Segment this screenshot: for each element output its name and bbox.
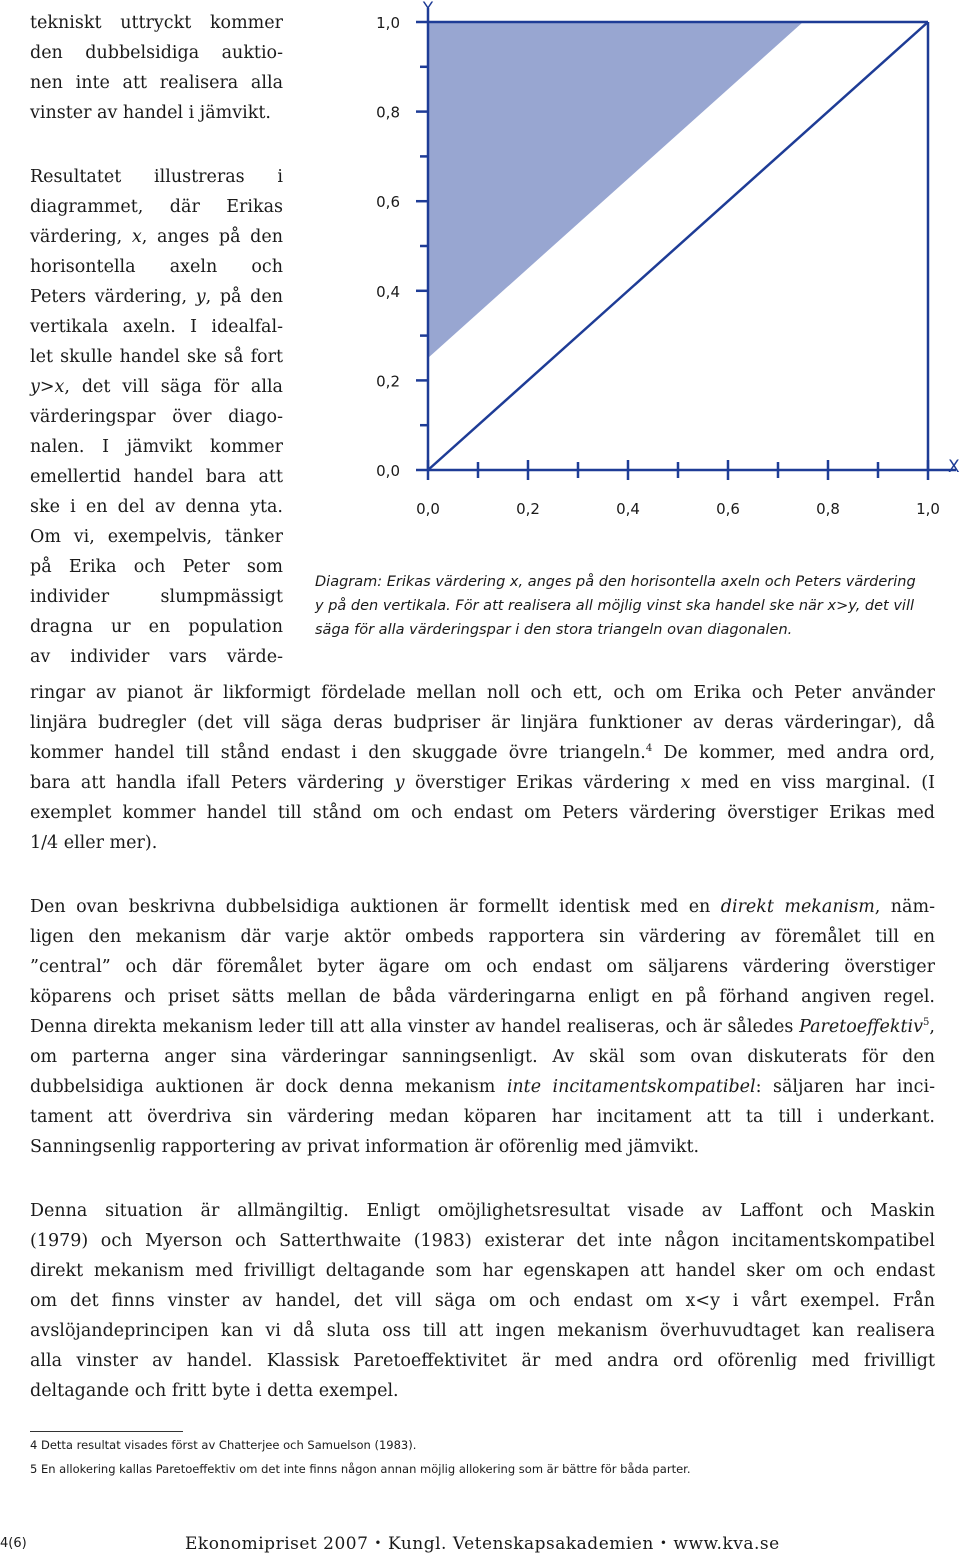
x-tick-label: 0,6 — [716, 500, 740, 518]
text-line: vertikala axeln. I idealfal- — [30, 317, 283, 337]
text-line: diagrammet, där Erikas — [30, 197, 283, 217]
footnote-divider — [30, 1431, 183, 1432]
shaded-trade-region — [428, 22, 803, 358]
text-line: om parterna anger sina värderingar sanningsenligt. Av skäl som ovan diskuterats för den — [30, 1047, 935, 1067]
text-line: Denna direkta mekanism leder till att alla vinster av handel realiseras, och är således Paretoeffektiv$^5$, — [30, 1017, 935, 1037]
footer-academy: Kungl. Vetenskapsakademien — [388, 1534, 654, 1554]
text-line: individer slumpmässigt — [30, 587, 283, 607]
text-line: kommer handel till stånd endast i den skuggade övre triangeln.$^4$ De kommer, med andra ord, — [30, 743, 936, 763]
paragraph-continuation — [30, 678, 935, 858]
text-line: avslöjandeprincipen kan vi då sluta oss till att ingen mekanism överhuvudtaget kan realisera — [30, 1321, 935, 1341]
x-axis-label: X — [948, 457, 960, 477]
text-line: direkt mekanism med frivilligt deltagande som har egenskapen att handel sker om och endast — [30, 1261, 935, 1281]
text-line: Resultatet illustreras i — [30, 167, 283, 187]
text-line: på Erika och Peter som — [30, 557, 283, 577]
text-line: värderingspar över diago- — [30, 407, 283, 427]
text-line: ske i en del av denna yta. — [30, 497, 283, 517]
text-line: tekniskt uttryckt kommer — [30, 13, 283, 33]
y-tick-label: 0,4 — [376, 282, 400, 301]
text-line: Sanningsenlig rapportering av privat information är oförenlig med jämvikt. — [30, 1137, 700, 1157]
footnote-ref-4[interactable]: 4 — [645, 743, 653, 755]
caption-line: säga för alla värderingspar i den stora triangeln ovan diagonalen. — [315, 622, 793, 638]
bullet-icon: • — [659, 1536, 668, 1550]
text-line: dubbelsidiga auktionen är dock denna mekanism inte incitamentskompatibel: säljaren har inci- — [30, 1077, 935, 1097]
text-line: ”central” och där föremålet byter ägare om och endast om säljarens värdering överstiger — [30, 957, 935, 977]
text-line: tament att överdriva sin värdering medan köparen har incitament att ta till i underkant. — [30, 1107, 935, 1127]
text-line: vinster av handel i jämvikt. — [30, 103, 271, 123]
caption-line: Diagram: Erikas värdering x, anges på den horisontella axeln och Peters värdering — [315, 574, 916, 590]
text-line: av individer vars värde- — [30, 647, 283, 667]
text-line: Om vi, exempelvis, tänker — [30, 527, 283, 547]
text-line: let skulle handel ske så fort — [30, 347, 283, 367]
text-line: horisontella axeln och — [30, 257, 283, 277]
text-line: nen inte att realisera alla — [30, 73, 283, 93]
text-line: den dubbelsidiga auktio- — [30, 43, 283, 63]
text-line: exemplet kommer handel till stånd om och endast om Peters värdering överstiger Erikas med — [30, 803, 935, 823]
text-line: dragna ur en population — [30, 617, 283, 637]
footnote-5: 5 En allokering kallas Paretoeffektiv om det inte finns någon annan möjlig allokering som är bättre för båda parter. — [30, 1462, 691, 1476]
footer-website-link[interactable]: www.kva.se — [673, 1534, 780, 1554]
x-tick-label: 0,2 — [516, 500, 540, 518]
y-tick-label: 0,8 — [376, 103, 400, 122]
text-line: emellertid handel bara att — [30, 467, 283, 487]
text-line: Den ovan beskrivna dubbelsidiga auktionen är formellt identisk med en direkt mekanism, näm- — [30, 897, 935, 917]
text-line: ligen den mekanism där varje aktör ombeds rapportera sin värdering av föremålet till en — [30, 927, 935, 947]
text-line: bara att handla ifall Peters värdering y överstiger Erikas värdering x med en viss marginal. (I — [30, 773, 935, 793]
footer-prize-title: Ekonomipriset 2007 — [185, 1534, 369, 1554]
y-tick-label: 0,6 — [376, 193, 400, 212]
y-tick-label: 1,0 — [376, 14, 400, 32]
text-line: nalen. I jämvikt kommer — [30, 437, 283, 457]
text-line: deltagande och fritt byte i detta exempel. — [30, 1381, 399, 1401]
left-column-paragraph-2 — [30, 162, 283, 672]
page-number: 4(6) — [0, 1536, 27, 1551]
text-line: alla vinster av handel. Klassisk Paretoeffektivitet är med andra ord oförenlig med frivilligt — [30, 1351, 935, 1371]
text-line: Denna situation är allmängiltig. Enligt omöjlighetsresultat visade av Laffont och Maskin — [30, 1201, 935, 1221]
text-line: om det finns vinster av handel, det vill säga om och endast om x<y i vårt exempel. Från — [30, 1291, 935, 1311]
text-line: ringar av pianot är likformigt fördelade mellan noll och ett, och om Erika och Peter använder — [30, 683, 935, 703]
x-tick-label: 0,8 — [816, 500, 840, 518]
footer-publication — [185, 1534, 780, 1554]
x-tick-label: 1,0 — [916, 500, 940, 518]
paragraph-direct-mechanism — [30, 892, 935, 1162]
text-line: Peters värdering, y, på den — [30, 287, 283, 307]
y-tick-label: 0,0 — [376, 462, 400, 480]
text-line: köparens och priset sätts mellan de båda värderingarna enligt en på förhand angiven regel. — [30, 987, 935, 1007]
diagram-caption — [315, 570, 945, 642]
caption-line: y på den vertikala. För att realisera all möjlig vinst ska handel ske när x>y, det vill — [315, 598, 914, 614]
text-line: 1/4 eller mer). — [30, 833, 158, 853]
text-line: värdering, x, anges på den — [30, 227, 283, 247]
valuation-diagram — [300, 0, 960, 530]
x-tick-label: 0,0 — [416, 500, 440, 518]
y-axis-label: Y — [422, 0, 434, 19]
left-column-paragraph-1 — [30, 8, 283, 128]
x-tick-label: 0,4 — [616, 500, 640, 518]
footnote-4: 4 Detta resultat visades först av Chatterjee och Samuelson (1983). — [30, 1438, 417, 1452]
y-tick-label: 0,2 — [376, 372, 400, 391]
paragraph-impossibility — [30, 1196, 935, 1406]
text-line: (1979) och Myerson och Satterthwaite (1983) existerar det inte någon incitamentskompatibel — [30, 1231, 935, 1251]
text-line: linjära budregler (det vill säga deras budpriser är linjära funktioner av deras värderingar), då — [30, 713, 935, 733]
footnote-ref-5[interactable]: 5 — [923, 1017, 930, 1029]
text-line: y>x, det vill säga för alla — [30, 377, 283, 397]
bullet-icon: • — [374, 1536, 382, 1550]
